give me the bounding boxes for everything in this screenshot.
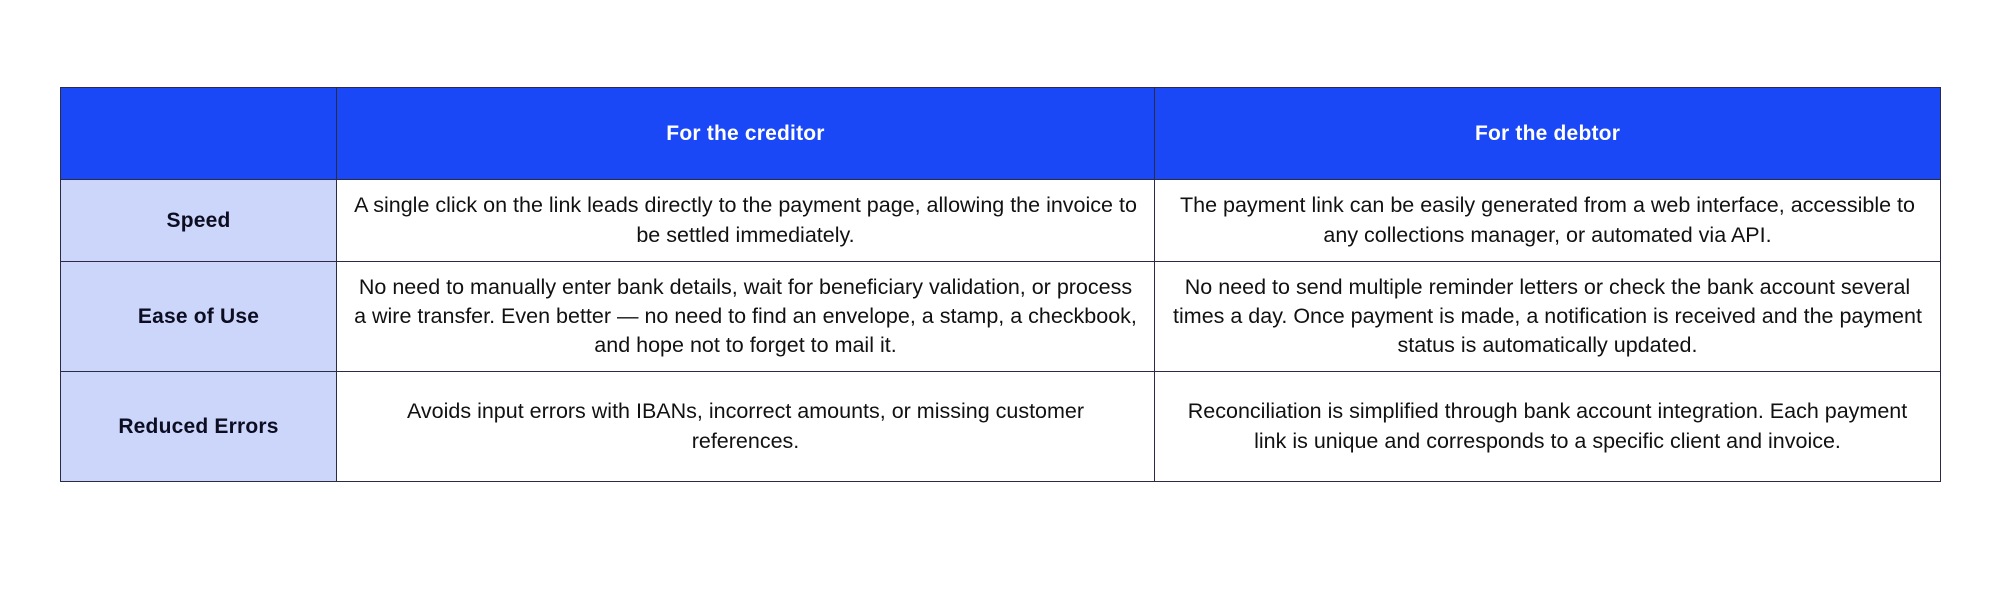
column-header-creditor: For the creditor (337, 88, 1155, 180)
cell-speed-creditor: A single click on the link leads directly to the payment page, allowing the invoice to be settled immediately. (337, 180, 1155, 262)
cell-speed-debtor: The payment link can be easily generated from a web interface, accessible to any collections manager, or automated via API. (1155, 180, 1941, 262)
benefits-table (60, 87, 1941, 482)
row-header-speed: Speed (61, 180, 337, 262)
table-body (61, 180, 1941, 482)
cell-ease-debtor: No need to send multiple reminder letters or check the bank account several times a day. Once payment is made, a notification is received and the payment status is automatically updated. (1155, 262, 1941, 372)
table-header (61, 88, 1941, 180)
cell-errors-debtor: Reconciliation is simplified through bank account integration. Each payment link is unique and corresponds to a specific client and invoice. (1155, 372, 1941, 482)
table-header-row (61, 88, 1941, 180)
table-row (61, 372, 1941, 482)
table-corner-cell (61, 88, 337, 180)
cell-ease-creditor: No need to manually enter bank details, wait for beneficiary validation, or process a wire transfer. Even better — no need to find an envelope, a stamp, a checkbook, and hope not to forget to mail it. (337, 262, 1155, 372)
row-header-ease-of-use: Ease of Use (61, 262, 337, 372)
cell-errors-creditor: Avoids input errors with IBANs, incorrect amounts, or missing customer references. (337, 372, 1155, 482)
column-header-debtor: For the debtor (1155, 88, 1941, 180)
row-header-reduced-errors: Reduced Errors (61, 372, 337, 482)
table-row (61, 180, 1941, 262)
table-row (61, 262, 1941, 372)
benefits-table-container (60, 87, 1940, 482)
